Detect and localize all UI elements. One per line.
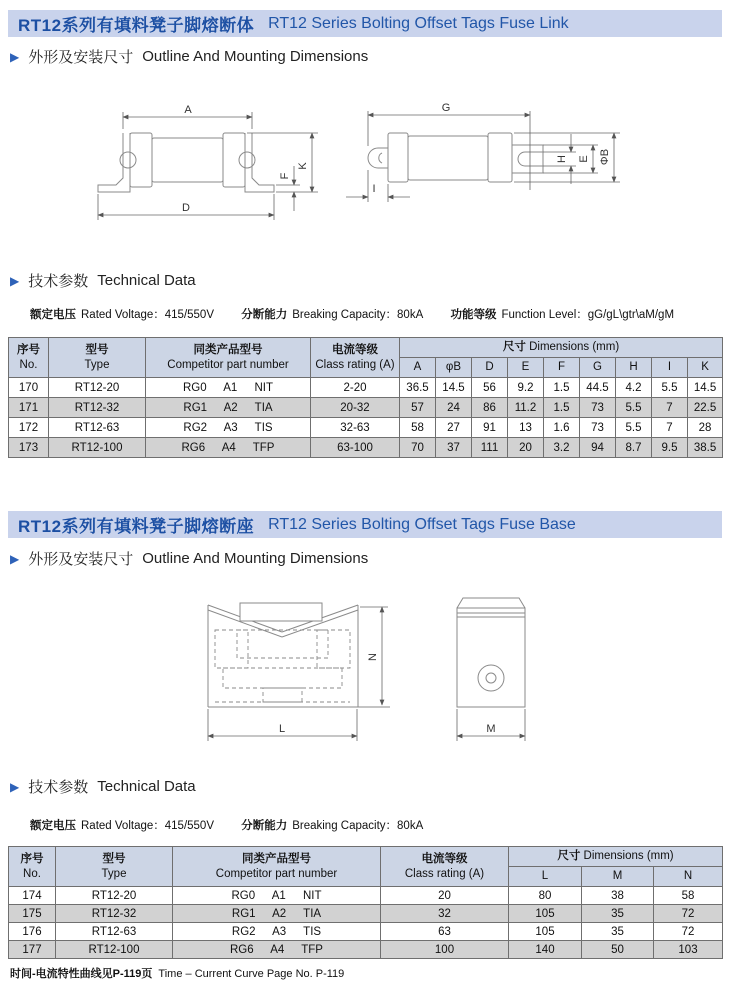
cell: RT12-100 [56, 941, 173, 959]
cell: RG6 A4 TFP [146, 438, 311, 458]
table-row [9, 438, 723, 458]
dim-col-header: H [616, 358, 652, 378]
cell: 56 [472, 378, 508, 398]
cell: 111 [472, 438, 508, 458]
dim-label-L: L [278, 723, 286, 735]
col-header-dimensions: 尺寸 Dimensions (mm) [400, 338, 723, 358]
heading-zh: 外形及安装尺寸 [28, 49, 134, 66]
fuse-link-banner [8, 10, 722, 37]
cell: RT12-20 [49, 378, 146, 398]
cell: 100 [381, 941, 509, 959]
cell: 7 [652, 398, 688, 418]
cell: 3.2 [544, 438, 580, 458]
cell: 5.5 [616, 398, 652, 418]
cell: 22.5 [688, 398, 723, 418]
cell: 35 [582, 905, 654, 923]
col-header-type: 型号 Type [56, 847, 173, 887]
dim-label-F: F [279, 172, 291, 180]
outline-heading-link [10, 46, 368, 67]
cell: 177 [9, 941, 56, 959]
dim-label-A: A [184, 104, 192, 116]
heading-en: Outline And Mounting Dimensions [142, 48, 369, 65]
banner-title-zh: RT12系列有填料凳子脚熔断体 [18, 16, 255, 35]
banner-title-en: RT12 Series Bolting Offset Tags Fuse Base [268, 515, 576, 533]
footer-zh: 时间-电流特性曲线见P-119页 [10, 968, 153, 980]
cell: 63-100 [311, 438, 400, 458]
cell: 140 [509, 941, 582, 959]
dim-col-header: φB [436, 358, 472, 378]
cell: 36.5 [400, 378, 436, 398]
cell: 24 [436, 398, 472, 418]
cell: 173 [9, 438, 49, 458]
table-row [9, 378, 723, 398]
cell: RT12-63 [56, 923, 173, 941]
cell: 175 [9, 905, 56, 923]
heading-zh: 外形及安装尺寸 [28, 551, 134, 568]
cell: 11.2 [508, 398, 544, 418]
fuse-link-drawing [78, 86, 638, 236]
cell: 73 [580, 398, 616, 418]
fuse-base-table [8, 846, 723, 959]
dim-label-E: E [578, 155, 590, 163]
spec-line-link [30, 306, 698, 322]
cell: RG1 A2 TIA [146, 398, 311, 418]
col-header-competitor: 同类产品型号 Competitor part number [146, 338, 311, 378]
cell: 174 [9, 887, 56, 905]
heading-zh: 技术参数 [28, 273, 89, 290]
cell: 27 [436, 418, 472, 438]
spec-line-base [30, 817, 447, 833]
spec-en: Breaking Capacity：80kA [292, 820, 424, 832]
tech-heading-base [10, 776, 196, 797]
table-row [9, 887, 723, 905]
table-row [9, 923, 723, 941]
spec-en: Rated Voltage：415/550V [81, 309, 214, 321]
dim-label-N: N [367, 653, 379, 661]
cell: RT12-32 [49, 398, 146, 418]
cell: 86 [472, 398, 508, 418]
cell: 44.5 [580, 378, 616, 398]
cell: 37 [436, 438, 472, 458]
fuse-link-table [8, 337, 723, 458]
cell: 20-32 [311, 398, 400, 418]
spec-zh: 分断能力 [241, 820, 288, 832]
spec-en: Function Level：gG/gL\gtr\aM/gM [501, 309, 675, 321]
fuse-base-banner [8, 511, 722, 538]
dim-col-header: A [400, 358, 436, 378]
cell: RG0 A1 NIT [146, 378, 311, 398]
dim-col-header: E [508, 358, 544, 378]
dim-label-D: D [182, 202, 190, 214]
cell: 1.5 [544, 378, 580, 398]
banner-title-zh: RT12系列有填料凳子脚熔断座 [18, 517, 255, 536]
cell: 171 [9, 398, 49, 418]
tech-heading-link [10, 270, 196, 291]
col-header-competitor: 同类产品型号 Competitor part number [173, 847, 381, 887]
spec-zh: 功能等级 [450, 309, 497, 321]
cell: 38 [582, 887, 654, 905]
fuse-link-table-body [9, 378, 723, 458]
spec-en: Breaking Capacity：80kA [292, 309, 424, 321]
dim-label-G: G [441, 102, 451, 114]
dim-label-phiB: ΦB [599, 148, 611, 166]
cell: 2-20 [311, 378, 400, 398]
cell: 28 [688, 418, 723, 438]
spec-zh: 额定电压 [30, 820, 76, 832]
cell: 13 [508, 418, 544, 438]
col-header-no: 序号 No. [9, 338, 49, 378]
triangle-bullet-icon: ▶ [10, 551, 20, 566]
cell: 70 [400, 438, 436, 458]
cell: RG0 A1 NIT [173, 887, 381, 905]
col-header-rating: 电流等级 Class rating (A) [381, 847, 509, 887]
triangle-bullet-icon: ▶ [10, 273, 20, 288]
dim-label-H: H [556, 155, 568, 163]
cell: RG1 A2 TIA [173, 905, 381, 923]
cell: 58 [400, 418, 436, 438]
triangle-bullet-icon: ▶ [10, 49, 20, 64]
cell: 7 [652, 418, 688, 438]
banner-title-en: RT12 Series Bolting Offset Tags Fuse Link [268, 14, 569, 32]
cell: RT12-20 [56, 887, 173, 905]
cell: 32-63 [311, 418, 400, 438]
heading-en: Outline And Mounting Dimensions [142, 550, 369, 567]
heading-en: Technical Data [97, 272, 196, 289]
dim-col-header: L [509, 867, 582, 887]
dim-col-header: I [652, 358, 688, 378]
cell: 32 [381, 905, 509, 923]
cell: 80 [509, 887, 582, 905]
heading-en: Technical Data [97, 778, 196, 795]
cell: 94 [580, 438, 616, 458]
cell: 176 [9, 923, 56, 941]
col-header-dimensions: 尺寸 Dimensions (mm) [509, 847, 723, 867]
cell: RT12-32 [56, 905, 173, 923]
cell: 14.5 [436, 378, 472, 398]
cell: 8.7 [616, 438, 652, 458]
cell: RT12-63 [49, 418, 146, 438]
cell: 170 [9, 378, 49, 398]
cell: 72 [654, 905, 723, 923]
table-row [9, 418, 723, 438]
spec-zh: 分断能力 [241, 309, 288, 321]
heading-zh: 技术参数 [28, 779, 89, 796]
cell: 9.2 [508, 378, 544, 398]
cell: RG6 A4 TFP [173, 941, 381, 959]
cell: 5.5 [616, 418, 652, 438]
spec-en: Rated Voltage：415/550V [81, 820, 214, 832]
footer-en: Time – Current Curve Page No. P-119 [158, 968, 345, 980]
time-current-curve-note [10, 965, 344, 981]
cell: 72 [654, 923, 723, 941]
cell: 105 [509, 905, 582, 923]
fuse-base-table-body [9, 887, 723, 959]
dim-col-header: G [580, 358, 616, 378]
dim-label-M: M [486, 723, 496, 735]
table-row [9, 905, 723, 923]
cell: RT12-100 [49, 438, 146, 458]
cell: 5.5 [652, 378, 688, 398]
dim-col-header: F [544, 358, 580, 378]
table-row [9, 941, 723, 959]
cell: 38.5 [688, 438, 723, 458]
triangle-bullet-icon: ▶ [10, 779, 20, 794]
col-header-type: 型号 Type [49, 338, 146, 378]
dim-label-K: K [297, 162, 309, 170]
cell: 63 [381, 923, 509, 941]
dim-col-header: M [582, 867, 654, 887]
outline-heading-base [10, 548, 368, 569]
col-header-no: 序号 No. [9, 847, 56, 887]
dim-label-I: I [372, 183, 376, 195]
cell: 20 [508, 438, 544, 458]
cell: 9.5 [652, 438, 688, 458]
cell: 1.6 [544, 418, 580, 438]
cell: 58 [654, 887, 723, 905]
cell: 50 [582, 941, 654, 959]
table-row [9, 398, 723, 418]
fuse-base-drawing [165, 575, 565, 765]
cell: 20 [381, 887, 509, 905]
cell: 57 [400, 398, 436, 418]
cell: 103 [654, 941, 723, 959]
cell: 73 [580, 418, 616, 438]
cell: RG2 A3 TIS [173, 923, 381, 941]
cell: RG2 A3 TIS [146, 418, 311, 438]
spec-zh: 额定电压 [30, 309, 76, 321]
dim-col-header: N [654, 867, 723, 887]
cell: 35 [582, 923, 654, 941]
cell: 14.5 [688, 378, 723, 398]
cell: 1.5 [544, 398, 580, 418]
dim-col-header: K [688, 358, 723, 378]
cell: 172 [9, 418, 49, 438]
dim-col-header: D [472, 358, 508, 378]
cell: 4.2 [616, 378, 652, 398]
cell: 91 [472, 418, 508, 438]
col-header-rating: 电流等级 Class rating (A) [311, 338, 400, 378]
cell: 105 [509, 923, 582, 941]
